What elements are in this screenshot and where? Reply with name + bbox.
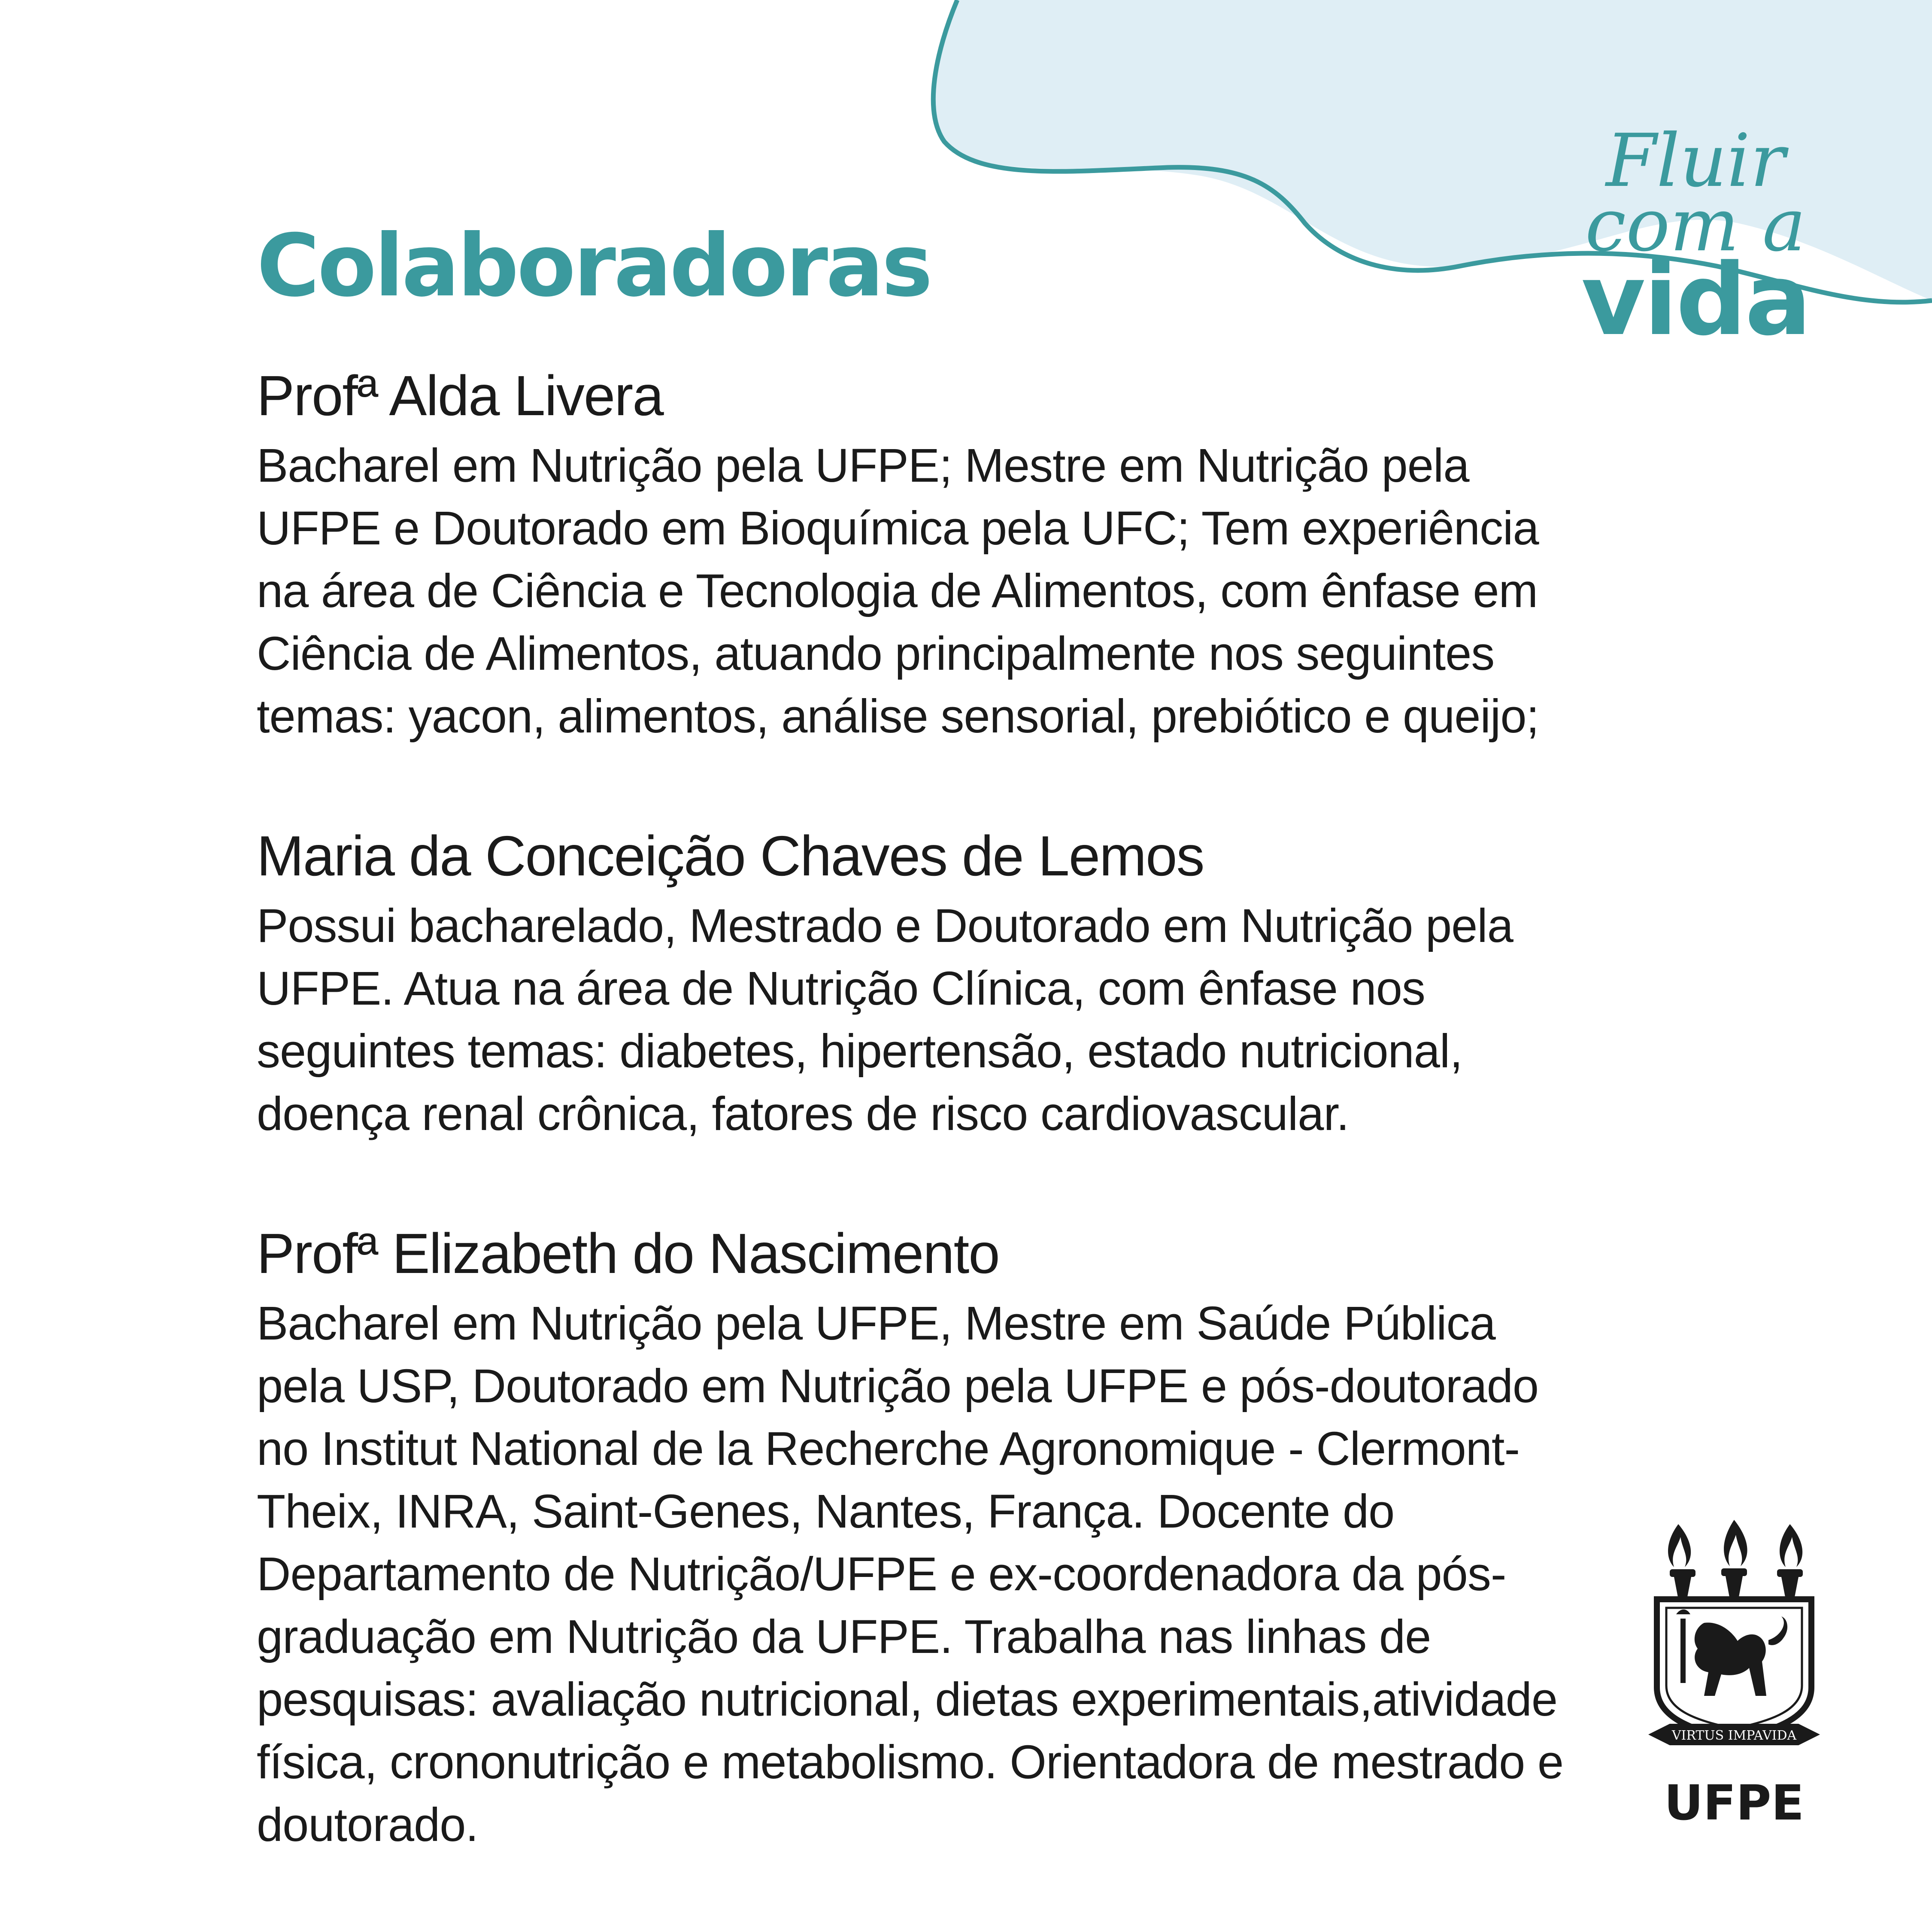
collaborator-name: Profª Elizabeth do Nascimento [257,1222,999,1285]
collaborator-entry [257,822,1587,1145]
collaborators-list [257,361,1587,1930]
motto-text: VIRTUS IMPAVIDA [1671,1728,1797,1743]
page-title: Colaboradoras [257,216,931,316]
fluir-com-a-vida-logo [1562,118,1829,358]
ufpe-logo [1640,1516,1829,1833]
collaborator-bio: Possui bacharelado, Mestrado e Doutorado em Nutrição pela UFPE. Atua na área de Nutrição Clínica, com ênfase nos seguintes temas: diabetes, hipertensão, estado nutricional, doença renal crônica, fatores de risco cardiovascular. [257,899,1513,1140]
brand-line-com-a: com a [1585,183,1806,268]
collaborator-entry [257,361,1587,748]
brand-line-fluir: Fluir [1606,118,1785,204]
collaborator-name: Profª Alda Livera [257,364,663,427]
collaborator-bio: Bacharel em Nutrição pela UFPE; Mestre em Nutrição pela UFPE e Doutorado em Bioquímica pela UFC; Tem experiência na área de Ciência e Tecnologia de Alimentos, com ênfase em Ciência de Alimentos, atuando principalmente nos seguintes temas: yacon, alimentos, análise sensorial, prebiótico e queijo; [257,439,1539,743]
collaborator-entry [257,1219,1587,1856]
collaborator-name: Maria da Conceição Chaves de Lemos [257,824,1204,887]
ufpe-name: UFPE [1664,1775,1805,1831]
ufpe-crest-icon [1640,1516,1829,1773]
brand-line-vida: vida [1581,243,1810,358]
collaborator-bio: Bacharel em Nutrição pela UFPE, Mestre em Saúde Pública pela USP, Doutorado em Nutrição pela UFPE e pós-doutorado no Institut National de la Recherche Agronomique - Clermont-Theix, INRA, Saint-Genes, Nantes, França. Docente do Departamento de Nutrição/UFPE e ex-coordenadora da pós-graduação em Nutrição da UFPE. Trabalha nas linhas de pesquisas: avaliação nutricional, dietas experimentais,atividade física, crononutrição e metabolismo. Orientadora de mestrado e doutorado. [257,1297,1563,1851]
